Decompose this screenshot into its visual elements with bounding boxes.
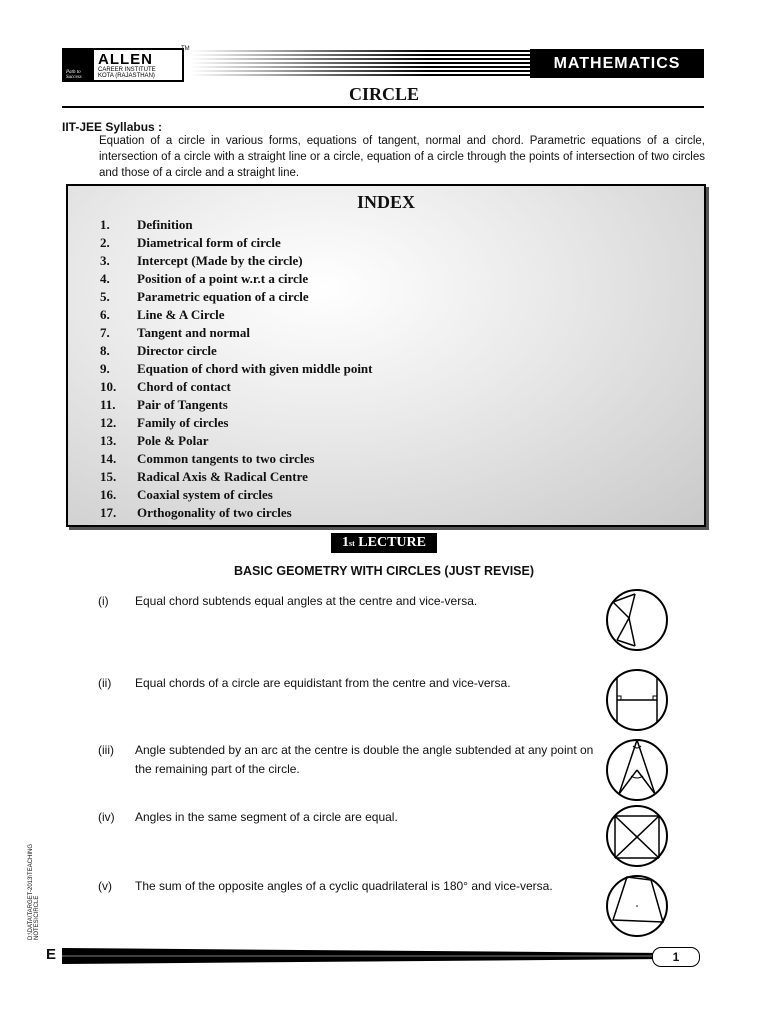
index-item bbox=[100, 504, 373, 522]
page-title: CIRCLE bbox=[348, 84, 419, 104]
index-item bbox=[100, 450, 373, 468]
logo-brand-name: ALLEN bbox=[98, 51, 153, 68]
index-item bbox=[100, 396, 373, 414]
trademark-mark: TM bbox=[181, 46, 190, 52]
index-item bbox=[100, 468, 373, 486]
index-item-label: Definition bbox=[137, 217, 193, 232]
logo-emblem bbox=[64, 50, 94, 80]
index-item-label: Tangent and normal bbox=[137, 325, 250, 340]
subject-banner: MATHEMATICS bbox=[530, 49, 704, 78]
index-item-label: Diametrical form of circle bbox=[137, 235, 281, 250]
index-item-number: 6. bbox=[100, 307, 110, 322]
index-title: INDEX bbox=[356, 192, 415, 212]
rule-text: Equal chord subtends equal angles at the centre and vice-versa. bbox=[135, 594, 478, 608]
syllabus-heading: IIT-JEE Syllabus : bbox=[62, 120, 163, 134]
index-item-number: 11. bbox=[100, 397, 116, 412]
index-item-label: Common tangents to two circles bbox=[137, 451, 315, 466]
index-item-label: Intercept (Made by the circle) bbox=[137, 253, 303, 268]
index-item-label: Position of a point w.r.t a circle bbox=[137, 271, 309, 286]
index-item-label: Coaxial system of circles bbox=[137, 487, 273, 502]
index-item bbox=[100, 252, 373, 270]
index-item-number: 9. bbox=[100, 361, 110, 376]
index-item-number: 2. bbox=[100, 235, 110, 250]
rule-text: The sum of the opposite angles of a cyclic quadrilateral is 180° and vice-versa. bbox=[135, 879, 553, 893]
index-item-label: Director circle bbox=[137, 343, 217, 358]
lecture-badge bbox=[331, 533, 437, 553]
index-item-number: 10. bbox=[100, 379, 117, 394]
index-item-number: 8. bbox=[100, 343, 110, 358]
logo-subtext-line-2: KOTA (RAJASTHAN) bbox=[98, 73, 155, 79]
index-item-number: 1. bbox=[100, 217, 110, 232]
index-list bbox=[100, 216, 373, 522]
index-item-number: 14. bbox=[100, 451, 117, 466]
index-item-label: Orthogonality of two circles bbox=[137, 505, 292, 520]
rule-number: (ii) bbox=[98, 676, 112, 690]
index-item bbox=[100, 486, 373, 504]
index-item-label: Pole & Polar bbox=[137, 433, 209, 448]
index-item-label: Line & A Circle bbox=[137, 307, 225, 322]
index-item-label: Pair of Tangents bbox=[137, 397, 228, 412]
page-number: 1 bbox=[652, 947, 700, 967]
index-item bbox=[100, 342, 373, 360]
logo-subtext bbox=[98, 67, 156, 79]
index-item bbox=[100, 288, 373, 306]
equidistant-chords-figure bbox=[605, 668, 669, 732]
section-heading: BASIC GEOMETRY WITH CIRCLES (JUST REVISE) bbox=[233, 564, 535, 578]
edition-mark: E bbox=[46, 946, 57, 963]
index-item bbox=[100, 270, 373, 288]
index-item-label: Family of circles bbox=[137, 415, 229, 430]
index-item bbox=[100, 378, 373, 396]
cyclic-quadrilateral-figure bbox=[605, 874, 669, 938]
index-item bbox=[100, 234, 373, 252]
index-item-label: Parametric equation of a circle bbox=[137, 289, 309, 304]
title-divider bbox=[62, 106, 704, 108]
equal-chords-angles-figure bbox=[605, 588, 669, 652]
lecture-number: 1 bbox=[342, 535, 350, 550]
rule-text: Equal chords of a circle are equidistant from the centre and vice-versa. bbox=[135, 676, 511, 690]
rule-number: (iii) bbox=[98, 743, 114, 757]
file-path-note: D:\DATA\TARGET-2013\TEACHING NOTES\CIRCLE bbox=[28, 843, 40, 940]
index-item-number: 12. bbox=[100, 415, 117, 430]
allen-logo bbox=[62, 48, 184, 82]
index-item bbox=[100, 414, 373, 432]
lecture-label: LECTURE bbox=[358, 535, 426, 550]
index-item-label: Radical Axis & Radical Centre bbox=[137, 469, 308, 484]
index-item bbox=[100, 216, 373, 234]
header-stripes-decoration bbox=[190, 50, 530, 78]
index-item bbox=[100, 306, 373, 324]
syllabus-text: Equation of a circle in various forms, equations of tangent, normal and chord. Parametric equations of a circle, intersection of a circle with a straight line or a circle, equation of a circle through the points of intersection of two circles and those of a circle and a straight line. bbox=[99, 135, 705, 179]
same-segment-angles-figure bbox=[605, 804, 669, 868]
rule-text: Angle subtended by an arc at the centre is double the angle subtended at any point on the remaining part of the circle. bbox=[135, 743, 594, 776]
lecture-number-suffix: st bbox=[349, 538, 355, 548]
logo-subtext-line-1: CAREER INSTITUTE bbox=[98, 67, 156, 73]
rule-number: (v) bbox=[98, 879, 112, 893]
footer-bar bbox=[62, 945, 672, 967]
index-item-label: Equation of chord with given middle point bbox=[137, 361, 373, 376]
rule-text: Angles in the same segment of a circle are equal. bbox=[135, 810, 398, 824]
index-item bbox=[100, 432, 373, 450]
index-item bbox=[100, 360, 373, 378]
index-item-number: 3. bbox=[100, 253, 110, 268]
index-item-number: 17. bbox=[100, 505, 117, 520]
rule-number: (i) bbox=[98, 594, 109, 608]
rule-number: (iv) bbox=[98, 810, 115, 824]
index-item-number: 15. bbox=[100, 469, 117, 484]
index-item-label: Chord of contact bbox=[137, 379, 231, 394]
index-item bbox=[100, 324, 373, 342]
central-angle-figure bbox=[605, 738, 669, 802]
index-item-number: 13. bbox=[100, 433, 117, 448]
index-panel bbox=[66, 184, 706, 527]
index-item-number: 16. bbox=[100, 487, 117, 502]
index-item-number: 4. bbox=[100, 271, 110, 286]
logo-tagline: Path to Success bbox=[66, 70, 82, 80]
index-item-number: 5. bbox=[100, 289, 110, 304]
index-item-number: 7. bbox=[100, 325, 110, 340]
